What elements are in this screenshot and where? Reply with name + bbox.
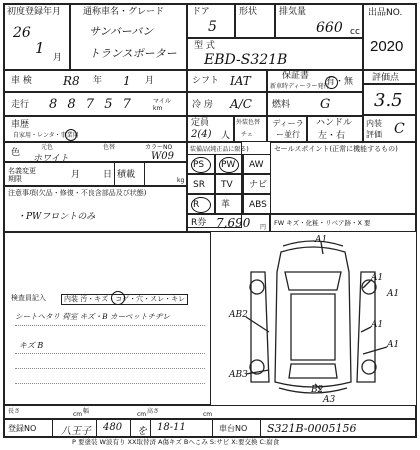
equipment-item <box>215 194 243 214</box>
lot-number-value: 2020 <box>370 38 404 55</box>
note-line <box>15 383 205 384</box>
length-unit: cm <box>73 411 83 418</box>
first-registration-label: 初度登録年月 <box>7 7 62 17</box>
caution-text: ・PWフロントのみ <box>17 212 96 222</box>
shift-label: シフト <box>192 76 220 86</box>
inspector-line2: キズ B <box>19 341 44 350</box>
wheel-fl <box>250 280 264 294</box>
shift-cell <box>187 70 267 92</box>
vehicle-name-cell <box>70 4 187 70</box>
equipment-item <box>215 174 243 194</box>
inspector-label: 検査員記入 <box>11 294 46 302</box>
name-change-divider-1 <box>114 162 115 186</box>
seats-unit: 人 <box>221 131 231 141</box>
caution-label: 注意事項(欠品・修復・不良含部品及び状態) <box>8 189 147 197</box>
ac-label: 冷 房 <box>192 100 213 110</box>
roof <box>291 294 335 360</box>
wheel-rr <box>362 360 376 374</box>
repaint-cell <box>234 116 267 142</box>
selling-points-label: セールスポイント(正常に機能するもの) <box>274 145 398 153</box>
height-label: 高さ <box>147 408 160 415</box>
color-row <box>4 142 187 162</box>
mileage-value: 8 8 7 5 7 <box>49 97 134 112</box>
handle-label: ハンドル <box>316 118 353 128</box>
windshield <box>285 272 341 290</box>
score-label: 評価点 <box>372 73 400 83</box>
width-unit: cm <box>137 411 147 418</box>
tag-row <box>270 214 416 232</box>
registry-options: 自家用・レンタ・事業用 <box>13 132 79 139</box>
equipment-circle <box>191 197 211 213</box>
loading-label: 積載 <box>117 170 136 180</box>
doors-value: 5 <box>208 19 217 35</box>
height-unit: cm <box>203 411 213 418</box>
shaken-year: R8 <box>63 74 80 88</box>
registry-row <box>4 116 187 142</box>
auction-inspection-sheet <box>3 3 417 438</box>
equipment-item-label: PW <box>221 160 236 170</box>
color-code-value: W09 <box>151 151 175 162</box>
equipment-item-label: ナビ <box>249 180 268 190</box>
r-price-label: R券 <box>191 218 207 228</box>
registration-kana: を <box>137 426 147 437</box>
damage-mark: AB2 <box>229 310 248 320</box>
damage-mark: A1 <box>371 273 384 283</box>
ac-value: A/C <box>230 97 252 111</box>
registration-row <box>4 419 416 437</box>
dims-row <box>4 405 416 419</box>
equipment-item-label: ABS <box>249 200 267 210</box>
dealer-label: ディーラー並行 <box>272 119 304 139</box>
car-damage-diagram <box>211 232 416 405</box>
r-price-cell <box>187 214 270 232</box>
equipment-item <box>243 174 271 194</box>
doors-cell <box>187 4 235 38</box>
legend-text: P 要塗装 W波有り XX取替済 A傷キズ Bへこみ S:サビ X:要交換 C:腐食 <box>72 438 280 446</box>
note-line <box>15 368 205 369</box>
displacement-label: 排気量 <box>279 7 307 17</box>
first-registration-cell <box>4 4 70 70</box>
ac-cell <box>187 92 267 116</box>
shape-cell <box>235 4 275 38</box>
fuel-cell <box>267 92 363 116</box>
equipment-item-label: SR <box>193 180 205 190</box>
name-change-month: 月 <box>71 170 81 180</box>
doors-label: ドア <box>192 7 210 17</box>
equipment-item-label: 革 <box>221 200 231 210</box>
reg-divider <box>52 419 53 437</box>
equipment-item-label: R <box>193 200 200 210</box>
shaken-month: 1 <box>123 74 131 88</box>
interior-value: C <box>394 121 405 137</box>
color-orig-value: ホワイト <box>33 154 69 164</box>
shaken-year-unit: 年 <box>93 76 103 86</box>
name-change-label: 名義変更期限 <box>8 167 36 183</box>
mileage-label: 走行 <box>11 100 30 110</box>
registration-area: 八王子 <box>61 426 91 437</box>
shaken-row <box>4 70 187 92</box>
vehicle-name-line2: トランスポーター <box>89 47 177 60</box>
loading-unit: kg <box>177 177 185 184</box>
name-change-divider-2 <box>144 162 145 186</box>
equipment-item <box>187 194 215 214</box>
length-label: 長さ <box>8 408 21 415</box>
r-price-value: 7,690 <box>216 216 251 230</box>
mileage-row <box>4 92 187 116</box>
first-registration-month-unit: 月 <box>53 53 63 63</box>
shaken-month-unit: 月 <box>145 76 155 86</box>
note-line <box>15 353 205 354</box>
repaint-label: 外装色替 <box>236 119 261 126</box>
dealer-cell <box>267 116 307 142</box>
warranty-sub: 新車時ディーラー発行 <box>270 83 330 90</box>
rear-window <box>289 364 337 378</box>
damage-mark: A3 <box>323 395 336 405</box>
equipment-title: 装備品(純正品に限る) <box>190 146 249 153</box>
model-value: EBD-S321B <box>204 52 288 68</box>
equipment-item-label: PS <box>193 160 205 170</box>
fuel-label: 燃料 <box>272 100 291 110</box>
vehicle-name-label: 通称車名・グレード <box>83 7 165 17</box>
color-label: 色 <box>11 148 21 158</box>
model-cell <box>187 38 363 70</box>
reg-divider <box>260 419 261 437</box>
first-registration-month: 1 <box>35 39 45 57</box>
mileage-unit: マイル km <box>153 98 171 112</box>
vehicle-name-line1: サンバーバン <box>89 25 154 38</box>
note-line <box>15 325 205 326</box>
shape-label: 形状 <box>239 7 258 17</box>
equipment-item <box>215 154 243 174</box>
registration-label: 登録NO <box>8 424 37 433</box>
equipment-circle <box>191 157 211 173</box>
damage-mark: B2 <box>311 385 324 395</box>
damage-mark: A1 <box>387 289 400 299</box>
score-label-cell <box>363 70 416 84</box>
score-value-cell <box>363 84 416 115</box>
equipment-item <box>187 174 215 194</box>
lot-number-label: 出品NO. <box>368 8 403 18</box>
first-registration-year: 26 <box>13 25 31 41</box>
registry-label: 車歴 <box>11 120 30 130</box>
reg-divider <box>150 419 151 437</box>
name-change-day: 日 <box>103 170 113 180</box>
damage-mark: A1 <box>371 320 384 330</box>
displacement-unit: cc <box>350 27 360 37</box>
reg-divider <box>130 419 131 437</box>
seats-cell <box>187 116 234 142</box>
lot-number-cell <box>363 4 416 70</box>
repaint-sub: チェ <box>241 131 253 138</box>
handle-options: 左・右 <box>318 131 346 141</box>
inspector-line1: シートヘタリ 荷室 キズ・B カーペットチヂレ <box>15 312 170 321</box>
seats-value: 2(4) <box>191 129 212 140</box>
color-code-label: カラーNO <box>145 144 173 151</box>
inspector-circle <box>111 291 125 305</box>
warranty-cell <box>267 70 363 92</box>
score-value: 3.5 <box>374 90 403 111</box>
warranty-label: 保証書 <box>282 71 310 81</box>
equipment-circle <box>219 157 239 173</box>
reg-divider <box>212 419 213 437</box>
damage-mark: A1 <box>315 235 328 245</box>
handle-cell <box>307 116 363 142</box>
damage-mark: AB3 <box>229 370 248 380</box>
equipment-item <box>187 154 215 174</box>
equipment-item <box>243 194 271 214</box>
r-price-unit: 円 <box>260 224 267 231</box>
color-now-label: 色替 <box>103 144 116 151</box>
inspector-tabs: 内装 汚・キズ・コゲ・穴・スレ・キレ <box>61 294 188 305</box>
damage-mark: A1 <box>387 340 400 350</box>
car-body-outline <box>275 247 351 387</box>
inspector-panel <box>4 232 211 405</box>
left-side-view <box>251 272 269 382</box>
caution-panel <box>4 186 187 232</box>
equipment-item-label: AW <box>249 160 264 170</box>
name-change-row <box>4 162 187 186</box>
chassis-label: 車台NO <box>219 424 248 433</box>
displacement-cell <box>275 4 363 38</box>
registration-class: 480 <box>103 422 123 433</box>
equipment-item-label: TV <box>221 180 233 190</box>
color-orig-label: 元色 <box>41 144 54 151</box>
model-label: 型 式 <box>194 41 215 51</box>
shaken-label: 車 検 <box>11 76 32 86</box>
shift-value: IAT <box>230 74 251 88</box>
chassis-value: S321B-0005156 <box>267 422 357 435</box>
fuel-value: G <box>320 97 331 112</box>
equipment-item <box>243 154 271 174</box>
interior-label: 内装評価 <box>366 119 382 139</box>
registry-circle <box>65 129 77 141</box>
displacement-value: 660 <box>316 20 343 36</box>
reg-divider <box>96 419 97 437</box>
registration-number: 18-11 <box>157 422 186 433</box>
front-bumper <box>283 241 343 246</box>
width-label: 幅 <box>83 408 90 415</box>
selling-points-panel <box>270 142 416 214</box>
warranty-options: 有・無 <box>326 77 354 87</box>
seats-label: 定員 <box>191 118 210 128</box>
tag-row-text: FW キズ・化粧・リベア跡・X 要 <box>274 219 371 227</box>
interior-cell <box>363 115 416 142</box>
